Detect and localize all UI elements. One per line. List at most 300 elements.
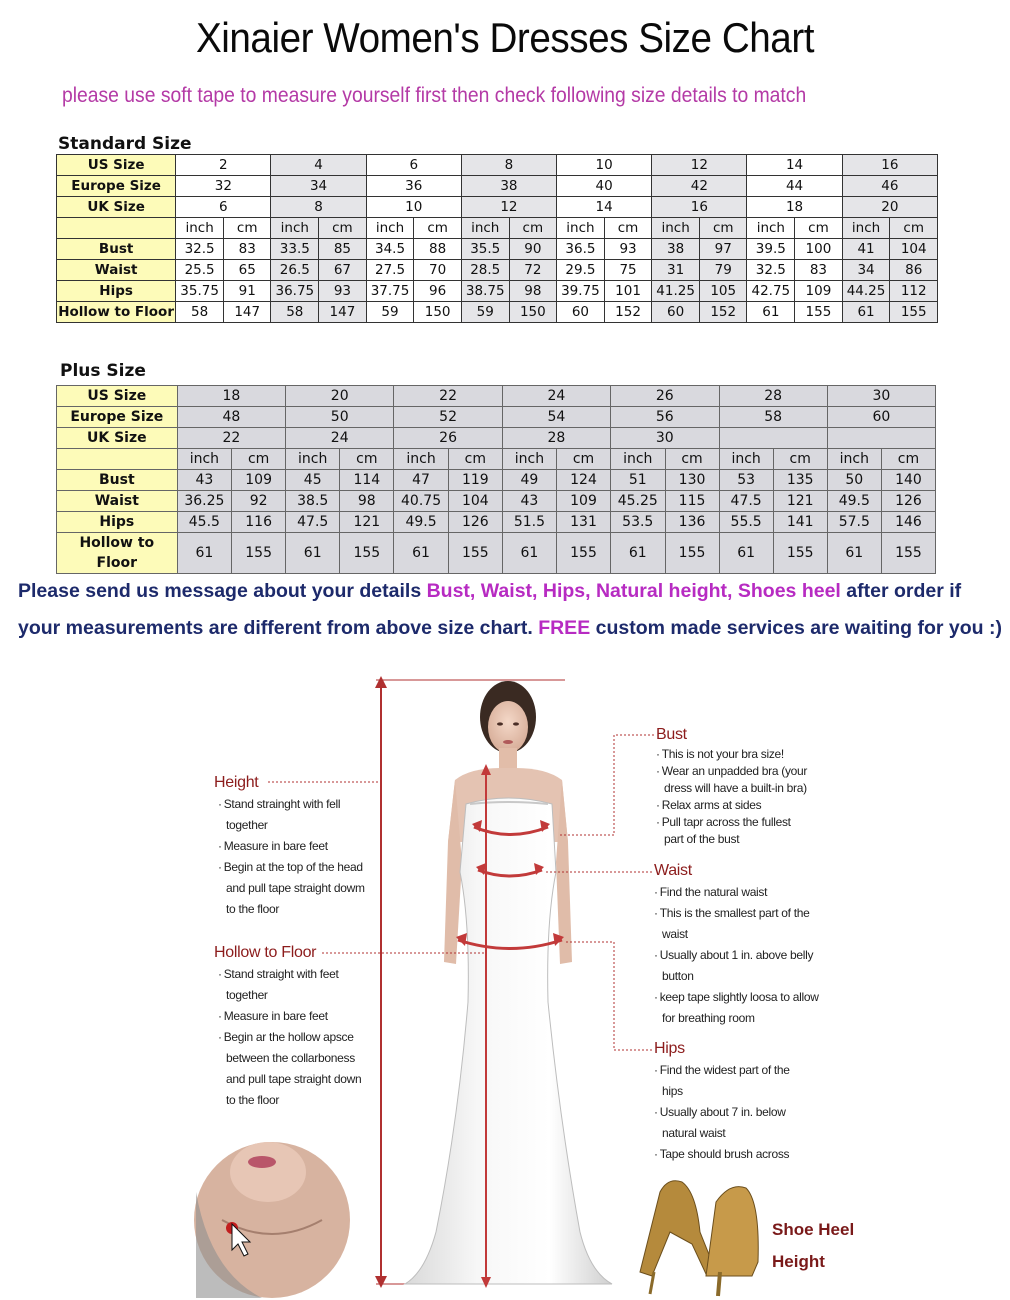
unit-cm-cell: cm (665, 449, 719, 470)
custom-order-message (18, 573, 1008, 647)
measurement-cell: 43 (177, 470, 232, 491)
measurement-cell: 47.5 (286, 512, 340, 533)
measurement-cell: 61 (394, 533, 449, 574)
us-size-label: US Size (57, 386, 178, 407)
unit-cm-cell: cm (881, 449, 935, 470)
measurement-row (57, 260, 938, 281)
bullet-dot: · (218, 1009, 222, 1023)
unit-row-label (57, 449, 178, 470)
uk-size-cell: 12 (461, 197, 556, 218)
measurement-cell: 60 (557, 302, 605, 323)
measurement-cell: 32.5 (176, 239, 224, 260)
measurement-cell: 50 (827, 470, 881, 491)
bust-note-item: part of the bust (664, 832, 740, 846)
uk-size-cell: 20 (842, 197, 937, 218)
measurement-cell: 100 (795, 239, 842, 260)
uk-size-cell: 30 (611, 428, 720, 449)
unit-inch-cell: inch (557, 218, 605, 239)
measurement-cell: 70 (414, 260, 461, 281)
us-size-row (57, 386, 936, 407)
height-note-item: · Begin at the top of the head (218, 860, 363, 874)
waist-note-item: · This is the smallest part of the (654, 906, 810, 920)
measurement-cell: 33.5 (271, 239, 319, 260)
measurement-cell: 75 (604, 260, 651, 281)
us-size-cell: 10 (557, 155, 652, 176)
us-size-cell: 18 (177, 386, 286, 407)
measurement-cell: 36.5 (557, 239, 605, 260)
uk-size-row (57, 428, 936, 449)
measurement-cell: 79 (700, 260, 747, 281)
unit-cm-cell: cm (773, 449, 827, 470)
measurement-cell: 126 (448, 512, 502, 533)
hips-note-item: · Tape should brush across (654, 1147, 790, 1161)
unit-inch-cell: inch (394, 449, 449, 470)
unit-cm-cell: cm (232, 449, 286, 470)
bullet-dot: · (656, 764, 660, 778)
europe-size-cell: 40 (557, 176, 652, 197)
unit-inch-cell: inch (719, 449, 773, 470)
measurement-cell: 104 (890, 239, 938, 260)
measurement-cell: 155 (795, 302, 842, 323)
unit-cm-cell: cm (319, 218, 366, 239)
hollow-note-item: · Begin ar the hollow apsce (218, 1030, 354, 1044)
europe-size-cell: 58 (719, 407, 827, 428)
message-highlight-measurements: Bust, Waist, Hips, Natural height, Shoes heel (426, 580, 841, 602)
uk-size-cell: 18 (747, 197, 842, 218)
height-note-item: to the floor (226, 902, 280, 916)
europe-size-cell: 42 (652, 176, 747, 197)
measurement-cell: 28.5 (461, 260, 509, 281)
measurement-cell: 91 (224, 281, 271, 302)
us-size-cell: 24 (502, 386, 610, 407)
measurement-cell: 61 (611, 533, 666, 574)
measurement-label: Hips (57, 512, 178, 533)
waist-note (654, 860, 819, 1029)
europe-size-cell: 54 (502, 407, 610, 428)
measurement-cell: 49.5 (394, 512, 449, 533)
bullet-dot: · (656, 815, 660, 829)
hips-note-item: · Find the widest part of the (654, 1063, 790, 1077)
measurement-cell: 109 (795, 281, 842, 302)
measurement-cell: 57.5 (827, 512, 881, 533)
waist-note-item: · Find the natural waist (654, 885, 768, 899)
waist-note-item: for breathing room (662, 1011, 755, 1025)
measurement-cell: 32.5 (747, 260, 795, 281)
unit-row (57, 449, 936, 470)
measurement-cell: 83 (795, 260, 842, 281)
measurement-cell: 41.25 (652, 281, 700, 302)
measurement-cell: 59 (366, 302, 414, 323)
measurement-cell: 155 (232, 533, 286, 574)
us-size-cell: 22 (394, 386, 503, 407)
unit-cm-cell: cm (340, 449, 394, 470)
measurement-cell: 61 (842, 302, 890, 323)
us-size-cell: 16 (842, 155, 937, 176)
uk-size-row (57, 197, 938, 218)
measurement-cell: 25.5 (176, 260, 224, 281)
bullet-dot: · (654, 1105, 658, 1119)
measurement-cell: 26.5 (271, 260, 319, 281)
measurement-cell: 135 (773, 470, 827, 491)
bullet-dot: · (656, 747, 660, 761)
measurement-cell: 72 (509, 260, 556, 281)
message-part-1: Please send us message about your details (18, 580, 427, 602)
uk-size-cell: 6 (176, 197, 271, 218)
measurement-cell: 45 (286, 470, 340, 491)
uk-size-label: UK Size (57, 197, 176, 218)
measurement-cell: 90 (509, 239, 556, 260)
uk-size-cell: 16 (652, 197, 747, 218)
shoe-heel-line-2: Height (772, 1252, 825, 1271)
dress-figure-illustration (0, 672, 1010, 1300)
measurement-cell: 141 (773, 512, 827, 533)
height-note-item: · Measure in bare feet (218, 839, 328, 853)
hollow-note (214, 942, 361, 1111)
measurement-cell: 140 (881, 470, 935, 491)
unit-cm-cell: cm (700, 218, 747, 239)
plus-size-heading: Plus Size (60, 361, 146, 381)
measurement-cell: 126 (881, 491, 935, 512)
measurement-cell: 147 (224, 302, 271, 323)
measurement-cell: 105 (700, 281, 747, 302)
measurement-cell: 36.75 (271, 281, 319, 302)
measurement-cell: 61 (502, 533, 556, 574)
height-note-heading: Height (214, 774, 259, 791)
us-size-cell: 4 (271, 155, 366, 176)
unit-cm-cell: cm (448, 449, 502, 470)
measurement-cell: 146 (881, 512, 935, 533)
measurement-cell: 59 (461, 302, 509, 323)
measurement-row (57, 302, 938, 323)
measurement-cell: 61 (719, 533, 773, 574)
measurement-cell: 58 (176, 302, 224, 323)
measurement-cell: 35.75 (176, 281, 224, 302)
measurement-cell: 61 (177, 533, 232, 574)
hollow-note-heading: Hollow to Floor (214, 944, 317, 961)
measurement-cell: 39.75 (557, 281, 605, 302)
measurement-row (57, 512, 936, 533)
standard-size-table (56, 154, 938, 323)
us-size-cell: 20 (286, 386, 394, 407)
measurement-cell: 131 (557, 512, 611, 533)
bullet-dot: · (654, 990, 658, 1004)
measurement-cell: 61 (286, 533, 340, 574)
uk-size-cell (827, 428, 935, 449)
measurement-cell: 39.5 (747, 239, 795, 260)
unit-inch-cell: inch (652, 218, 700, 239)
measurement-cell: 98 (509, 281, 556, 302)
measurement-cell: 43 (502, 491, 556, 512)
unit-row (57, 218, 938, 239)
measurement-cell: 155 (557, 533, 611, 574)
waist-note-item: waist (662, 927, 688, 941)
height-note (214, 772, 365, 920)
measurement-cell: 41 (842, 239, 890, 260)
europe-size-cell: 56 (611, 407, 720, 428)
measurement-cell: 98 (340, 491, 394, 512)
hips-note-item: hips (662, 1084, 683, 1098)
bust-note-item: dress will have a built-in bra) (664, 781, 807, 795)
measurement-cell: 67 (319, 260, 366, 281)
measurement-cell: 61 (827, 533, 881, 574)
uk-size-label: UK Size (57, 428, 178, 449)
unit-inch-cell: inch (502, 449, 556, 470)
europe-size-cell: 32 (176, 176, 271, 197)
europe-size-cell: 46 (842, 176, 937, 197)
unit-row-label (57, 218, 176, 239)
bust-note-item: · Relax arms at sides (656, 798, 762, 812)
bullet-dot: · (656, 798, 660, 812)
uk-size-cell: 14 (557, 197, 652, 218)
us-size-cell: 8 (461, 155, 556, 176)
hollow-note-item: · Measure in bare feet (218, 1009, 328, 1023)
hollow-note-item: and pull tape straight down (226, 1072, 362, 1086)
europe-size-cell: 44 (747, 176, 842, 197)
europe-size-cell: 50 (286, 407, 394, 428)
hollow-note-item: together (226, 988, 268, 1002)
measurement-label: Hips (57, 281, 176, 302)
unit-inch-cell: inch (827, 449, 881, 470)
measurement-cell: 155 (773, 533, 827, 574)
measurement-label: Hollow to Floor (57, 533, 178, 574)
measurement-cell: 119 (448, 470, 502, 491)
measurement-cell: 53.5 (611, 512, 666, 533)
europe-size-row (57, 407, 936, 428)
unit-inch-cell: inch (461, 218, 509, 239)
hollow-note-item: · Stand straight with feet (218, 967, 339, 981)
measurement-cell: 124 (557, 470, 611, 491)
measurement-cell: 152 (700, 302, 747, 323)
unit-cm-cell: cm (890, 218, 938, 239)
unit-inch-cell: inch (842, 218, 890, 239)
standard-size-heading: Standard Size (58, 134, 192, 154)
measurement-row (57, 239, 938, 260)
measurement-cell: 51 (611, 470, 666, 491)
measurement-diagram (0, 672, 1010, 1300)
height-note-item: · Stand strainght with fell (218, 797, 341, 811)
chart-subtitle: please use soft tape to measure yourself first then check following size details to match (62, 84, 807, 107)
europe-size-label: Europe Size (57, 407, 178, 428)
measurement-cell: 49.5 (827, 491, 881, 512)
measurement-cell: 96 (414, 281, 461, 302)
measurement-cell: 29.5 (557, 260, 605, 281)
measurement-cell: 55.5 (719, 512, 773, 533)
measurement-cell: 47 (394, 470, 449, 491)
unit-inch-cell: inch (611, 449, 666, 470)
bust-note-item: · This is not your bra size! (656, 747, 784, 761)
uk-size-cell: 22 (177, 428, 286, 449)
unit-cm-cell: cm (557, 449, 611, 470)
measurement-label: Hollow to Floor (57, 302, 176, 323)
measurement-label: Bust (57, 239, 176, 260)
us-size-cell: 30 (827, 386, 935, 407)
hips-note-item: natural waist (662, 1126, 726, 1140)
bullet-dot: · (654, 1063, 658, 1077)
waist-note-item: · Usually about 1 in. above belly (654, 948, 814, 962)
europe-size-cell: 60 (827, 407, 935, 428)
measurement-cell: 136 (665, 512, 719, 533)
us-size-label: US Size (57, 155, 176, 176)
measurement-cell: 65 (224, 260, 271, 281)
europe-size-cell: 52 (394, 407, 503, 428)
measurement-cell: 112 (890, 281, 938, 302)
measurement-cell: 49 (502, 470, 556, 491)
uk-size-cell: 24 (286, 428, 394, 449)
measurement-cell: 155 (665, 533, 719, 574)
bullet-dot: · (218, 967, 222, 981)
bullet-dot: · (218, 1030, 222, 1044)
uk-size-cell (719, 428, 827, 449)
measurement-label: Bust (57, 470, 178, 491)
hollow-note-item: between the collarboness (226, 1051, 355, 1065)
measurement-cell: 155 (881, 533, 935, 574)
measurement-cell: 38.75 (461, 281, 509, 302)
europe-size-cell: 34 (271, 176, 366, 197)
measurement-row (57, 533, 936, 574)
bullet-dot: · (654, 906, 658, 920)
measurement-cell: 121 (773, 491, 827, 512)
uk-size-cell: 28 (502, 428, 610, 449)
measurement-cell: 116 (232, 512, 286, 533)
uk-size-cell: 10 (366, 197, 461, 218)
measurement-cell: 58 (271, 302, 319, 323)
bullet-dot: · (218, 839, 222, 853)
measurement-cell: 109 (232, 470, 286, 491)
measurement-cell: 121 (340, 512, 394, 533)
waist-note-item: button (662, 969, 694, 983)
measurement-cell: 38.5 (286, 491, 340, 512)
bust-note-heading: Bust (656, 726, 687, 743)
unit-inch-cell: inch (271, 218, 319, 239)
europe-size-cell: 38 (461, 176, 556, 197)
measurement-cell: 115 (665, 491, 719, 512)
measurement-cell: 150 (414, 302, 461, 323)
waist-note-heading: Waist (654, 862, 692, 879)
unit-inch-cell: inch (366, 218, 414, 239)
unit-cm-cell: cm (795, 218, 842, 239)
measurement-cell: 86 (890, 260, 938, 281)
measurement-row (57, 491, 936, 512)
uk-size-cell: 26 (394, 428, 503, 449)
hollow-note-item: to the floor (226, 1093, 280, 1107)
measurement-cell: 152 (604, 302, 651, 323)
us-size-row (57, 155, 938, 176)
unit-cm-cell: cm (414, 218, 461, 239)
measurement-cell: 109 (557, 491, 611, 512)
measurement-row (57, 281, 938, 302)
measurement-label: Waist (57, 260, 176, 281)
measurement-cell: 155 (448, 533, 502, 574)
measurement-cell: 97 (700, 239, 747, 260)
message-part-3: after order if your measurements are different from above size chart. (18, 580, 962, 639)
unit-cm-cell: cm (604, 218, 651, 239)
measurement-cell: 130 (665, 470, 719, 491)
us-size-cell: 6 (366, 155, 461, 176)
measurement-cell: 31 (652, 260, 700, 281)
bust-note (656, 724, 807, 848)
hips-note-heading: Hips (654, 1040, 685, 1057)
measurement-cell: 45.25 (611, 491, 666, 512)
measurement-cell: 92 (232, 491, 286, 512)
message-part-5: custom made services are waiting for you :) (590, 617, 1002, 639)
unit-cm-cell: cm (224, 218, 271, 239)
measurement-cell: 45.5 (177, 512, 232, 533)
bullet-dot: · (654, 1147, 658, 1161)
measurement-row (57, 470, 936, 491)
us-size-cell: 14 (747, 155, 842, 176)
measurement-cell: 101 (604, 281, 651, 302)
height-note-item: and pull tape straight dowm (226, 881, 365, 895)
bullet-dot: · (218, 860, 222, 874)
us-size-cell: 12 (652, 155, 747, 176)
europe-size-cell: 36 (366, 176, 461, 197)
measurement-cell: 147 (319, 302, 366, 323)
europe-size-label: Europe Size (57, 176, 176, 197)
measurement-cell: 47.5 (719, 491, 773, 512)
measurement-cell: 34 (842, 260, 890, 281)
unit-inch-cell: inch (176, 218, 224, 239)
measurement-cell: 93 (604, 239, 651, 260)
bullet-dot: · (654, 885, 658, 899)
measurement-cell: 61 (747, 302, 795, 323)
measurement-cell: 155 (890, 302, 938, 323)
shoe-heel-line-1: Shoe Heel (772, 1220, 855, 1239)
measurement-cell: 93 (319, 281, 366, 302)
measurement-cell: 114 (340, 470, 394, 491)
waist-note-item: · keep tape slightly loosa to allow (654, 990, 819, 1004)
uk-size-cell: 8 (271, 197, 366, 218)
measurement-cell: 36.25 (177, 491, 232, 512)
measurement-cell: 60 (652, 302, 700, 323)
measurement-cell: 104 (448, 491, 502, 512)
unit-inch-cell: inch (747, 218, 795, 239)
measurement-cell: 51.5 (502, 512, 556, 533)
bust-note-item: · Wear an unpadded bra (your (656, 764, 808, 778)
measurement-cell: 53 (719, 470, 773, 491)
message-highlight-free: FREE (538, 617, 591, 639)
hips-note-item: · Usually about 7 in. below (654, 1105, 786, 1119)
measurement-cell: 27.5 (366, 260, 414, 281)
europe-size-row (57, 176, 938, 197)
measurement-cell: 88 (414, 239, 461, 260)
bullet-dot: · (218, 797, 222, 811)
plus-size-table (56, 385, 936, 574)
measurement-cell: 35.5 (461, 239, 509, 260)
bust-note-item: · Pull tapr across the fullest (656, 815, 791, 829)
hips-note (654, 1038, 790, 1165)
measurement-cell: 44.25 (842, 281, 890, 302)
shoe-heel-label (772, 1214, 854, 1278)
measurement-cell: 37.75 (366, 281, 414, 302)
unit-cm-cell: cm (509, 218, 556, 239)
measurement-cell: 42.75 (747, 281, 795, 302)
measurement-cell: 150 (509, 302, 556, 323)
measurement-label: Waist (57, 491, 178, 512)
measurement-cell: 155 (340, 533, 394, 574)
europe-size-cell: 48 (177, 407, 286, 428)
measurement-cell: 83 (224, 239, 271, 260)
unit-inch-cell: inch (177, 449, 232, 470)
bullet-dot: · (654, 948, 658, 962)
height-note-item: together (226, 818, 268, 832)
measurement-cell: 34.5 (366, 239, 414, 260)
us-size-cell: 2 (176, 155, 271, 176)
measurement-cell: 40.75 (394, 491, 449, 512)
unit-inch-cell: inch (286, 449, 340, 470)
us-size-cell: 28 (719, 386, 827, 407)
chart-title: Xinaier Women's Dresses Size Chart (195, 14, 815, 61)
us-size-cell: 26 (611, 386, 720, 407)
